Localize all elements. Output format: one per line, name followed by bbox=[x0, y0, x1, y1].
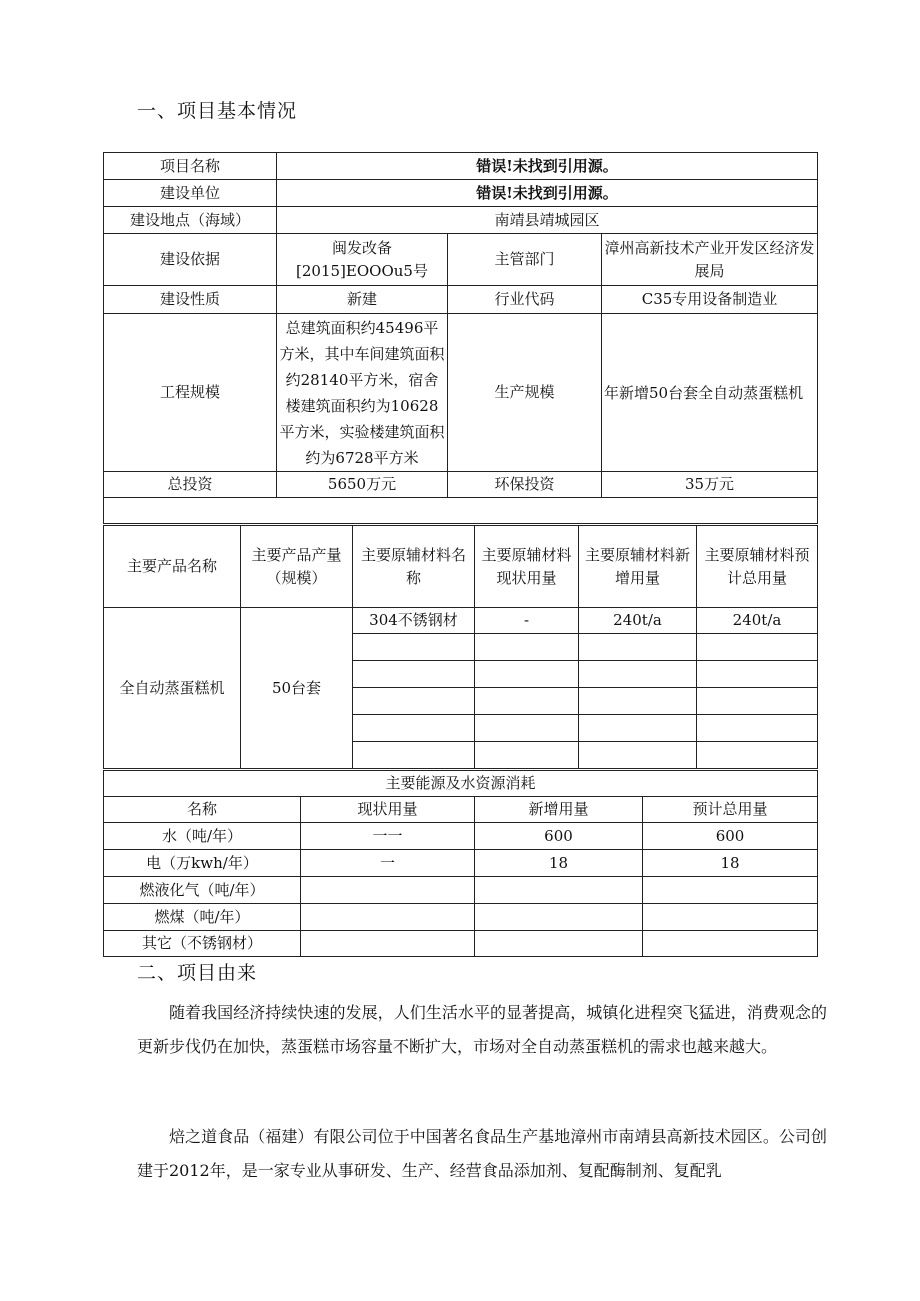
empty-cell bbox=[697, 688, 818, 715]
project-name-value: 错误!未找到引用源。 bbox=[277, 153, 818, 180]
energy-table bbox=[103, 770, 818, 957]
energy-title: 主要能源及水资源消耗 bbox=[104, 771, 818, 797]
product-output: 50台套 bbox=[241, 608, 353, 769]
scale-label: 工程规模 bbox=[104, 314, 277, 472]
basis-value: 闽发改备[2015]EOOOu5号 bbox=[277, 234, 448, 286]
basis-label: 建设依据 bbox=[104, 234, 277, 286]
energy-current bbox=[301, 877, 475, 904]
empty-cell bbox=[697, 715, 818, 742]
invest-label: 总投资 bbox=[104, 472, 277, 498]
empty-cell bbox=[579, 634, 697, 661]
env-invest-value: 35万元 bbox=[602, 472, 818, 498]
table-row bbox=[104, 608, 818, 634]
project-name-label: 项目名称 bbox=[104, 153, 277, 180]
table-row-empty bbox=[104, 498, 818, 524]
empty-cell bbox=[697, 742, 818, 769]
table-row bbox=[104, 931, 818, 957]
empty-cell bbox=[475, 661, 579, 688]
empty-cell bbox=[579, 688, 697, 715]
empty-cell bbox=[697, 634, 818, 661]
table-row bbox=[104, 472, 818, 498]
table-row bbox=[104, 180, 818, 207]
energy-name: 其它（不锈钢材） bbox=[104, 931, 301, 957]
energy-name: 水（吨/年） bbox=[104, 823, 301, 850]
energy-name: 燃煤（吨/年） bbox=[104, 904, 301, 931]
empty-cell bbox=[579, 715, 697, 742]
energy-added bbox=[475, 877, 643, 904]
paragraph: 随着我国经济持续快速的发展，人们生活水平的显著提高，城镇化进程突飞猛进，消费观念的更新步伐仍在加快，蒸蛋糕市场容量不断扩大，市场对全自动蒸蛋糕机的需求也越来越大。 bbox=[137, 1003, 827, 1056]
paragraph: 焙之道食品（福建）有限公司位于中国著名食品生产基地漳州市南靖县高新技术园区。公司创建于2012年，是一家专业从事研发、生产、经营食品添加剂、复配酶制剂、复配乳 bbox=[137, 1127, 827, 1180]
empty-cell bbox=[475, 688, 579, 715]
table-row bbox=[104, 286, 818, 314]
empty-cell bbox=[579, 742, 697, 769]
header-material-total: 主要原辅材料预计总用量 bbox=[697, 526, 818, 608]
section-title-basic-info: 一、项目基本情况 bbox=[137, 100, 298, 122]
table-row bbox=[104, 823, 818, 850]
energy-name: 电（万kwh/年） bbox=[104, 850, 301, 877]
empty-cell bbox=[475, 742, 579, 769]
empty-cell bbox=[353, 742, 475, 769]
basic-info-table bbox=[103, 152, 818, 524]
empty-cell bbox=[697, 661, 818, 688]
material-total: 240t/a bbox=[697, 608, 818, 634]
unit-value: 错误!未找到引用源。 bbox=[277, 180, 818, 207]
industry-label: 行业代码 bbox=[448, 286, 602, 314]
table-row bbox=[104, 877, 818, 904]
energy-added: 18 bbox=[475, 850, 643, 877]
blank-cell bbox=[104, 498, 818, 524]
empty-cell bbox=[475, 634, 579, 661]
empty-cell bbox=[475, 715, 579, 742]
table-row bbox=[104, 234, 818, 286]
prod-scale-label: 生产规模 bbox=[448, 314, 602, 472]
dept-label: 主管部门 bbox=[448, 234, 602, 286]
energy-current: 一 bbox=[301, 850, 475, 877]
empty-cell bbox=[353, 661, 475, 688]
table-row bbox=[104, 771, 818, 797]
header-product-name: 主要产品名称 bbox=[104, 526, 241, 608]
nature-label: 建设性质 bbox=[104, 286, 277, 314]
nature-value: 新建 bbox=[277, 286, 448, 314]
header-product-output: 主要产品产量（规模） bbox=[241, 526, 353, 608]
header-material-current: 主要原辅材料现状用量 bbox=[475, 526, 579, 608]
materials-table bbox=[103, 525, 818, 769]
header-material-name: 主要原辅材料名称 bbox=[353, 526, 475, 608]
material-name: 304不锈钢材 bbox=[353, 608, 475, 634]
energy-current: 一一 bbox=[301, 823, 475, 850]
table-row bbox=[104, 314, 818, 472]
energy-total bbox=[643, 904, 818, 931]
energy-current bbox=[301, 904, 475, 931]
table-row bbox=[104, 904, 818, 931]
table-header-row bbox=[104, 526, 818, 608]
energy-total bbox=[643, 877, 818, 904]
location-label: 建设地点（海域） bbox=[104, 207, 277, 234]
header-material-added: 主要原辅材料新增用量 bbox=[579, 526, 697, 608]
energy-added: 600 bbox=[475, 823, 643, 850]
energy-added bbox=[475, 904, 643, 931]
env-invest-label: 环保投资 bbox=[448, 472, 602, 498]
location-value: 南靖县靖城园区 bbox=[277, 207, 818, 234]
energy-added bbox=[475, 931, 643, 957]
energy-total: 600 bbox=[643, 823, 818, 850]
header-total: 预计总用量 bbox=[643, 797, 818, 823]
dept-value: 漳州高新技术产业开发区经济发展局 bbox=[602, 234, 818, 286]
prod-scale-value: 年新增50台套全自动蒸蛋糕机 bbox=[602, 314, 818, 472]
invest-value: 5650万元 bbox=[277, 472, 448, 498]
scale-value: 总建筑面积约45496平方米，其中车间建筑面积约28140平方米，宿舍楼建筑面积约为10628平方米，实验楼建筑面积约为6728平方米 bbox=[277, 314, 448, 472]
header-name: 名称 bbox=[104, 797, 301, 823]
energy-current bbox=[301, 931, 475, 957]
header-added: 新增用量 bbox=[475, 797, 643, 823]
empty-cell bbox=[579, 661, 697, 688]
energy-name: 燃液化气（吨/年） bbox=[104, 877, 301, 904]
product-name: 全自动蒸蛋糕机 bbox=[104, 608, 241, 769]
energy-total: 18 bbox=[643, 850, 818, 877]
empty-cell bbox=[353, 688, 475, 715]
empty-cell bbox=[353, 634, 475, 661]
empty-cell bbox=[353, 715, 475, 742]
section-title-origin: 二、项目由来 bbox=[137, 962, 258, 984]
table-header-row bbox=[104, 797, 818, 823]
energy-total bbox=[643, 931, 818, 957]
table-row bbox=[104, 153, 818, 180]
table-row bbox=[104, 850, 818, 877]
material-current: - bbox=[475, 608, 579, 634]
material-added: 240t/a bbox=[579, 608, 697, 634]
header-current: 现状用量 bbox=[301, 797, 475, 823]
unit-label: 建设单位 bbox=[104, 180, 277, 207]
industry-value: C35专用设备制造业 bbox=[602, 286, 818, 314]
table-row bbox=[104, 207, 818, 234]
